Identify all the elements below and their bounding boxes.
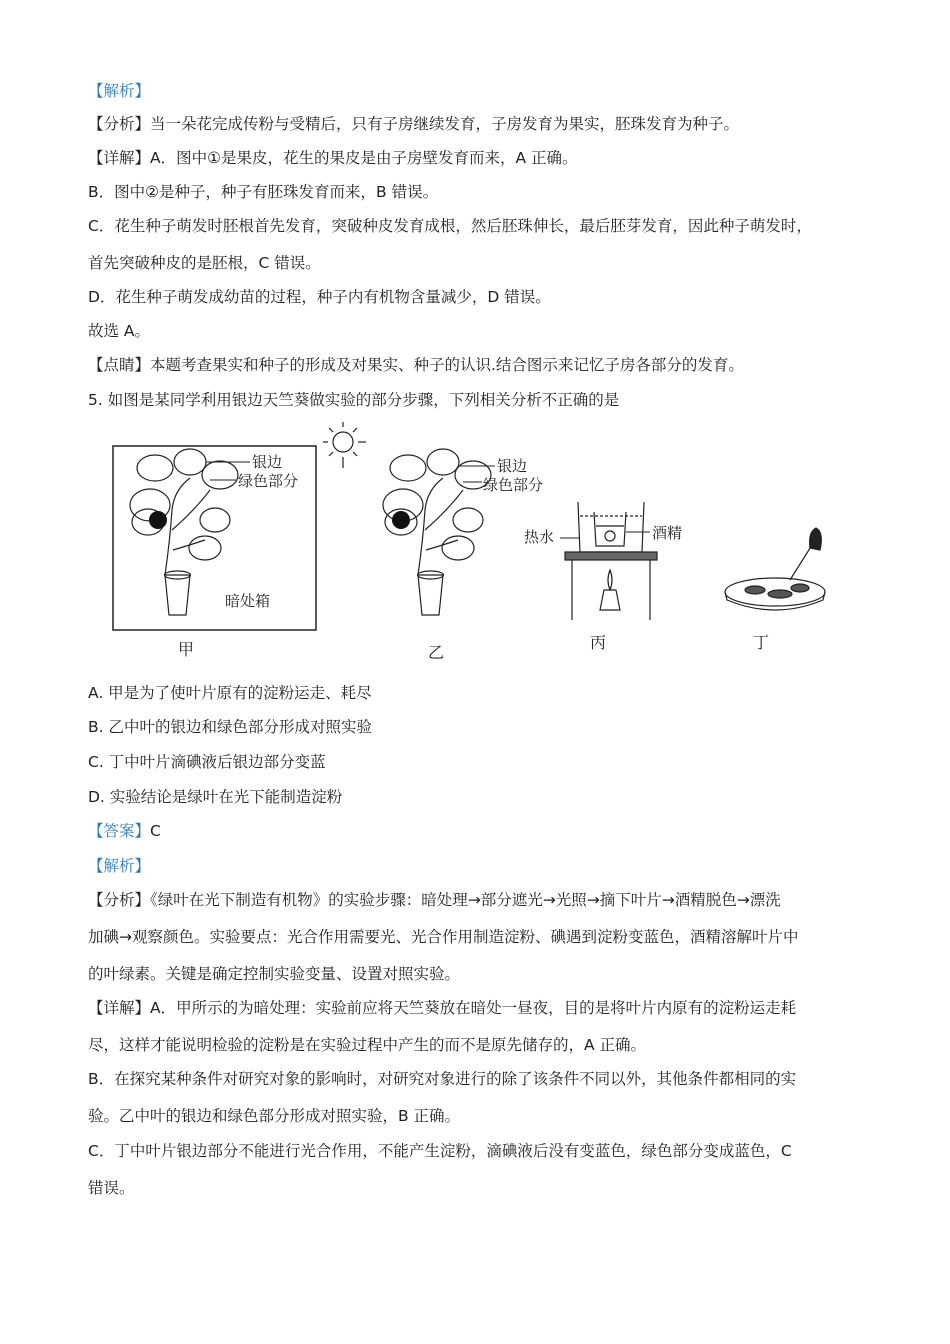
caption-yi: 乙 xyxy=(428,643,445,662)
label-lvse-yi: 绿色部分 xyxy=(483,476,544,494)
plant-yi xyxy=(383,449,491,615)
petri-dish-dropper xyxy=(725,528,825,610)
label-anchuxiang: 暗处箱 xyxy=(225,592,271,610)
option-c: C. 丁中叶片滴碘液后银边部分变蓝 xyxy=(88,753,326,771)
detail-b: B．图中②是种子，种子有胚珠发育而来，B 错误。 xyxy=(88,183,439,201)
sun-icon xyxy=(323,422,366,468)
analysis-text: 【分析】当一朵花完成传粉与受精后，只有子房继续发育，子房发育为果实，胚珠发育为种子。 xyxy=(88,115,740,133)
answer-value: C xyxy=(150,822,161,840)
experiment-diagram xyxy=(110,420,870,670)
question-stem: 5. 如图是某同学利用银边天竺葵做实验的部分步骤，下列相关分析不正确的是 xyxy=(88,391,620,409)
detail-d: D．花生种子萌发成幼苗的过程，种子内有机物含量减少，D 错误。 xyxy=(88,288,551,306)
label-yinbian-jia: 银边 xyxy=(252,453,283,471)
q5-detail-c-line1: C．丁中叶片银边部分不能进行光合作用，不能产生淀粉，滴碘液后没有变蓝色，绿色部分变成蓝色，C xyxy=(88,1142,792,1160)
detail-c-line2: 首先突破种皮的是胚根，C 错误。 xyxy=(88,254,321,272)
q5-analysis-line2: 加碘→观察颜色。实验要点：光合作用需要光、光合作用制造淀粉、碘遇到淀粉变蓝色，酒精溶解叶片中 xyxy=(88,928,799,946)
jiexi-tag-2: 【解析】 xyxy=(88,857,151,875)
q5-analysis-line3: 的叶绿素。关键是确定控制实验变量、设置对照实验。 xyxy=(88,965,461,983)
dianjing-text: 【点睛】本题考查果实和种子的形成及对果实、种子的认识.结合图示来记忆子房各部分的发育。 xyxy=(88,356,744,374)
caption-bing: 丙 xyxy=(590,633,607,652)
experiment-figure xyxy=(110,420,870,670)
caption-ding: 丁 xyxy=(753,633,770,652)
jiexi-tag-1: 【解析】 xyxy=(88,82,151,100)
cover-patch-jia xyxy=(149,511,167,529)
caption-jia: 甲 xyxy=(178,640,195,659)
option-a: A. 甲是为了使叶片原有的淀粉运走、耗尽 xyxy=(88,684,372,702)
cover-patch-yi xyxy=(392,511,410,529)
water-bath-apparatus xyxy=(565,502,657,620)
leaf xyxy=(137,455,173,481)
plant-jia xyxy=(130,449,238,615)
label-lvse-jia: 绿色部分 xyxy=(238,472,299,490)
label-yinbian-yi: 银边 xyxy=(497,457,528,475)
label-jiujing: 酒精 xyxy=(652,524,683,542)
q5-detail-b-line2: 验。乙中叶的银边和绿色部分形成对照实验，B 正确。 xyxy=(88,1107,461,1125)
q5-detail-b-line1: B．在探究某种条件对研究对象的影响时，对研究对象进行的除了该条件不同以外，其他条件都相同的实 xyxy=(88,1070,797,1088)
answer-line xyxy=(88,820,161,842)
detail-c-line1: C．花生种子萌发时胚根首先发育，突破种皮发育成根，然后胚珠伸长，最后胚芽发育，因此种子萌发时， xyxy=(88,217,812,235)
label-reshui: 热水 xyxy=(524,528,555,546)
q5-detail-a-line1: 【详解】A．甲所示的为暗处理：实验前应将天竺葵放在暗处一昼夜，目的是将叶片内原有的淀粉运走耗 xyxy=(88,999,797,1017)
q5-detail-c-line2: 错误。 xyxy=(88,1179,135,1197)
q5-analysis-line1: 【分析】《绿叶在光下制造有机物》的实验步骤：暗处理→部分遮光→光照→摘下叶片→酒精脱色→漂洗 xyxy=(88,891,781,909)
option-b: B. 乙中叶的银边和绿色部分形成对照实验 xyxy=(88,718,372,736)
q5-detail-a-line2: 尽，这样才能说明检验的淀粉是在实验过程中产生的而不是原先储存的，A 正确。 xyxy=(88,1036,647,1054)
answer-tag: 【答案】 xyxy=(88,822,151,840)
detail-a: 【详解】A．图中①是果皮，花生的果皮是由子房壁发育而来，A 正确。 xyxy=(88,149,578,167)
answer-choice: 故选 A。 xyxy=(88,322,151,340)
option-d: D. 实验结论是绿叶在光下能制造淀粉 xyxy=(88,788,343,806)
